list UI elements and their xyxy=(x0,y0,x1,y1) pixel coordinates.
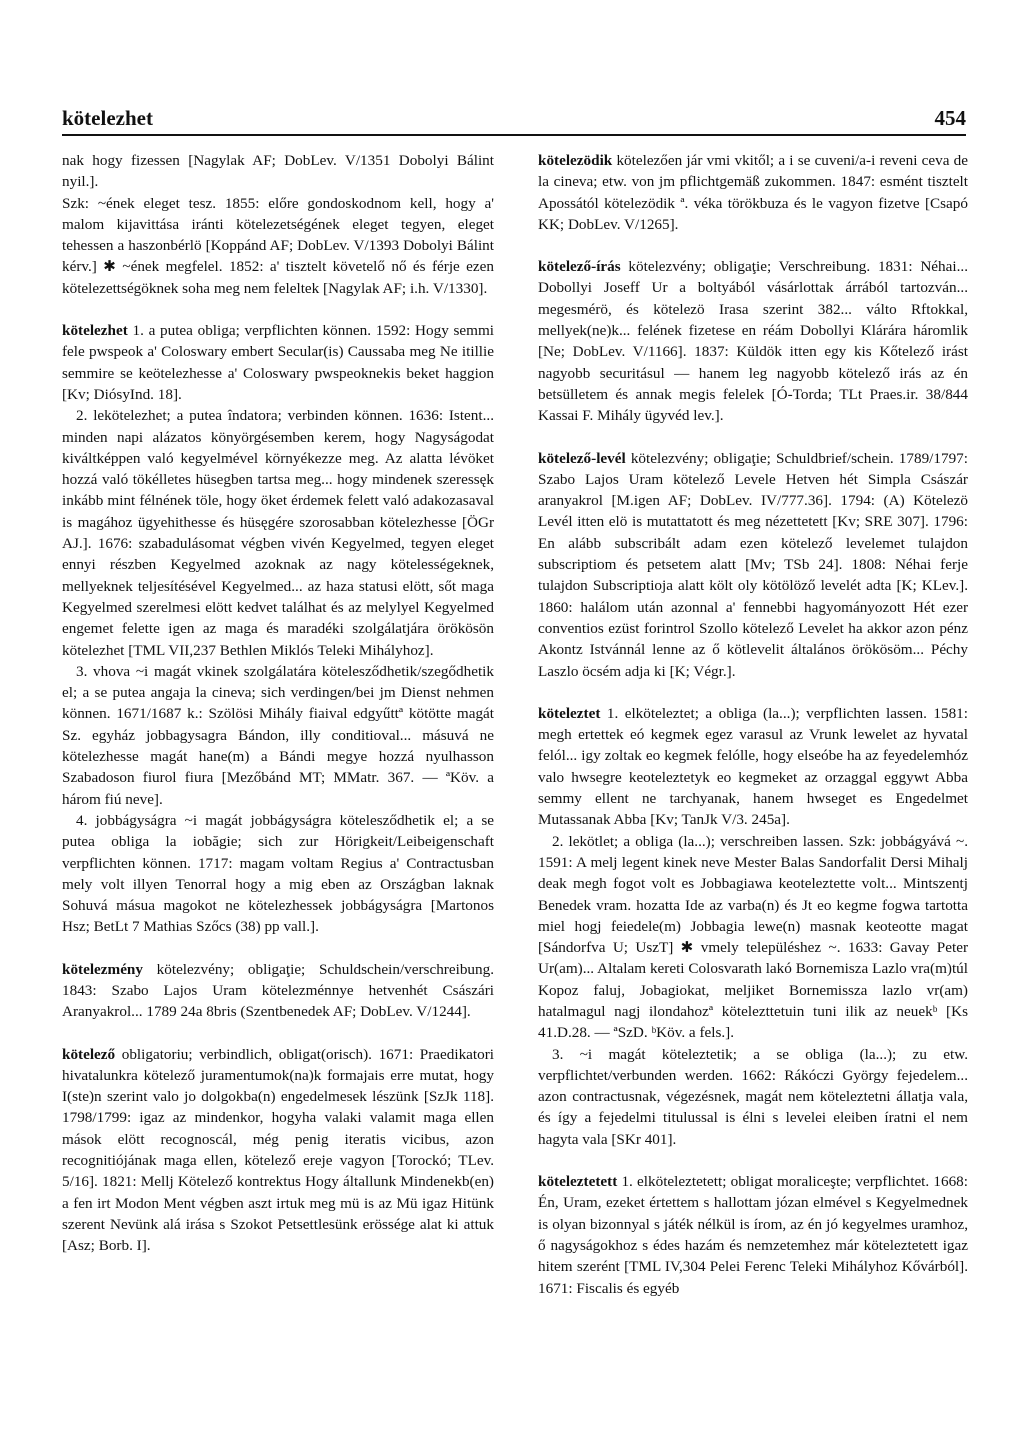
header-rule xyxy=(62,134,966,136)
entry-headword: köteleztet xyxy=(538,704,601,722)
dictionary-entry xyxy=(538,448,968,682)
entry-text: 3. ~i magát köteleztetik; a se obliga (la...); zu etw. verpflichtet/verbunden werden. 1662: Rákóczi György fejedelem... azon contractusnak, végezésnek, magát nem köteleztetni állatja vala, és így a fejedelmi titulussal is élni s levelei eleiben íratni el nem hagyta vala [SKr 401]. xyxy=(538,1045,968,1148)
entry-text: 3. vhova ~i magát vkinek szolgálatára kötelesződhetik/szegődhetik el; a se putea angaja la cineva; sich verdingen/bei jm Dienst nehmen können. 1671/1687 k.: Szölösi Mihály fiaival edgyűttª kötötte magát Sz. egyház jobbagysagra Bándon, illy conditioval... másuvá ne kötelezhesse magát hane(m) a Bándi megye hozzá nyulhasson Szabadoson fiurol fiura [Mezőbánd MT; MMatr. 367. — ªKöv. a három fiú neve]. xyxy=(62,662,494,808)
entry-paragraph xyxy=(538,1044,968,1150)
entry-headword: köteleztetett xyxy=(538,1173,618,1191)
entry-text: kötelezvény; obligaţie; Schuldbrief/schein. 1789/1797: Szabo Lajos Uram kötelező Levele Hetven hét Simpla Császár aranyakrol [M.igen AF; DobLev. IV/777.36]. 1794: (A) Kötelezö Levél itten elö is mutattatott és meg nézettetett [Kv; SRE 307]. 1796: En alább subscribált adam ezen kötelező levelemet tulajdon subscriptiom és petsetem alatt [Mv; TSb 24]. 1808: Néhai ferje tulajdon Subscriptioja alatt költ oly kötölöző levelét adta [K; KLev.]. 1860: halálom után azonnal a' fennebbi hagyományozott Hét ezer conventios ezüst forintrol Szollo kötelező Levelet ha akkor azon pénz Akontz Istvánnál lenne az ő kötlevelit általános örökösöm... Péchy Laszlo öcsém adja ki [K; Végr.]. xyxy=(538,449,968,680)
dictionary-entry xyxy=(538,150,968,235)
dictionary-entry xyxy=(62,320,494,405)
dictionary-entry xyxy=(538,256,968,426)
entry-text: kötelezően jár vmi vkitől; a i se cuveni/a-i reveni ceva de la cineva; etw. von jm pflichtgemäß zukommen. 1847: esmént tisztelt Apossától kötelezödik ª. véka törökbuza és le vagyon fizetve [Csapó KK; DobLev. V/1265]. xyxy=(538,152,968,233)
entry-headword: kötelezhet xyxy=(62,322,128,340)
entry-text: 2. lekötlet; a obliga (la...); verschreiben lassen. Szk: jobbágyává ~. 1591: A melj legent kinek neve Mester Balas Sandorfalit Dersi Mihalj deak megh fogot volt es Jobbagiawa keoteleztette volt... Mintszentj Benedek vram. hozatta Ide az varba(n) és Jt eo kegme fogwa tartotta miel hogj feiedele(m) Jobbagia lewe(n) masnak keoteotte magat [Sándorfva U; UszT] ✱ vmely településhez ~. 1633: Gavay Peter Ur(am)... Altalam kereti Colosvarath lakó Bornemisza Lazlo vra(m)túl Kopoz faluj, Jobagiokat, meljiket Bornemissza lazlo vr(am) hatalmagul nagj ilondahozª kötelezttetuin tuni ilik az neuekᵇ [Ks 41.D.28. — ªSzD. ᵇKöv. a fels.]. xyxy=(538,832,968,1042)
entry-text: Szk: ~ének eleget tesz. 1855: előre gondoskodnom kell, hogy a' malom kijavittása iránti kötelezetségének eleget tegyen, eleget tehessen a haszonbérlö [Koppánd AF; DobLev. V/1393 Dobolyi Bálint kérv.] ✱ ~ének megfelel. 1852: a' tisztelt követelő nő és férje ezen kötelezettségöknek soha meg nem feleltek [Nagylak AF; i.h. V/1330]. xyxy=(62,194,494,297)
entry-headword: kötelezmény xyxy=(62,960,143,978)
entry-paragraph xyxy=(62,661,494,810)
entry-text: 4. jobbágyságra ~i magát jobbágyságra kötelesződhetik el; a se putea obliga la iobăgie; sich zur Hörigkeit/Leibeigenschaft verpflichten können. 1717: magam voltam Regius a' Contractusban mely volt illyen Tenorral hogy a mig eben az Országban laknak Sohuvá másua magokot ne kötelezhessek jobbágyságra [Martonos Hsz; BetLt 7 Mathias Szőcs (38) pp vall.]. xyxy=(62,811,494,936)
left-column xyxy=(62,150,494,1257)
dictionary-entry xyxy=(62,959,494,1023)
entry-text: 1. elköteleztet; a obliga (la...); verpflichten lassen. 1581: megh ertettek eó kegmek egez varasul az Vrunk lewelet az hyvatal felól... igy zoltak eo kegmek felólle, hogy elseóbe ha az feyedelemhóz valo hwsegre keoteleztetyk eo kegmeket az orzaggal eggywt Abba semmy ellent ne tarchyanak, hanem hwseget es Engedelmet Mutassanak Abba [Kv; TanJk V/3. 245a]. xyxy=(538,704,968,829)
page-header xyxy=(62,106,966,131)
entry-text: kötelezvény; obligaţie; Verschreibung. 1831: Néhai... Dobollyi Joseff Ur a boltyából vásárlottak árrából tartozván... megesmérö, és kötelezö Irasa szerint 382... válto Rftokkal, mellyek(ne)k... felének fizetese en réám Dobollyi Klárára háromlik [Ne; DobLev. V/1166]. 1837: Küldök itten egy kis Kőtelező irást nagyobb securitásul — hanem leg nagyobb kötelező irás az én betsülletem és annak megis felelek [Ó-Torda; TLt Praes.ir. 38/844 Kassai F. Mihály ügyvéd lev.]. xyxy=(538,258,968,425)
entry-text: obligatoriu; verbindlich, obligat(orisch). 1671: Praedikatori hivatalunkra kötelező juramentumok(na)k formajais erre mutat, hogy I(ste)n szerint valo jo dolgokba(n) engedelmesek lészünk [SzJk 118]. 1798/1799: igaz az mindenkor, hogyha valaki valamit maga ellen mások elött recognoscál, még penig iteratis vicibus, azon recognitiójának maga ellen, kötelező ereje vagyon [Torockó; TLev. 5/16]. 1821: Mellj Kötelező kontrektus Hogy általlunk Mindenekb(en) a fen irt Modon Ment végben aszt irtuk meg mü is az Mü igaz Hitünk szerent Nevünk alá irása s Szokot Petsettlesünk erössége alat ki attuk [Asz; Borb. I]. xyxy=(62,1045,494,1255)
entry-text: nak hogy fizessen [Nagylak AF; DobLev. V/1351 Dobolyi Bálint nyil.]. xyxy=(62,152,494,191)
entry-text: 2. lekötelezhet; a putea îndatora; verbinden können. 1636: Istent... minden napi alázatos könyörgésemben kerem, hogy Nagyságodat kiváltképpen való kegyelmével környékezze meg. Az alatta lévöket hozzá való tökélletes hüsegben tartsa meg... hogy mindenek szeressęk inkább mint félnének töle, hogy öket érdemek felett való adakozasaval is magához ügyehithesse és hüsęgére szorosabban kötelezhesse [ÖGr AJ.]. 1676: szabadulásomat végben vivén Kegyelmed, tegyen eleget ennyi részben Kegyelmed azoknak az nagy kötelességeknek, mellyeknek teljesítésével Kegyelmed... az haza statusi elött, sőt maga Kegyelmed szerelmesi elött kedvet találhat és az melylyel Kegyelmed engemet felette igen az maga és maradéki szolgálatjára örökösön kötelezhet [TML VII,237 Bethlen Miklós Teleki Mihályhoz]. xyxy=(62,407,494,659)
page-number: 454 xyxy=(934,106,966,130)
running-headword: kötelezhet xyxy=(62,106,153,130)
dictionary-entry xyxy=(538,703,968,831)
entry-headword: kötelező-levél xyxy=(538,449,626,467)
entry-paragraph xyxy=(62,150,494,193)
dictionary-entry xyxy=(538,1171,968,1299)
entry-text: 1. a putea obliga; verpflichten können. 1592: Hogy semmi fele pwspeok a' Coloswary embert Secular(is) Caussaba meg Ne itillie semmire se keötelezhesse a' Coloswary pwspeoknekis beket haggion [Kv; DiósyInd. 18]. xyxy=(62,322,494,403)
entry-paragraph xyxy=(538,831,968,1044)
entry-text: 1. elköteleztetett; obligat moraliceşte; verpflichtet. 1668: Én, Uram, ezeket értettem s hallottam józan elmével s Kegyelmednek is olyan bizonnyal s játék nélkül is írom, az én jó kegyelmes uramhoz, ő nagyságokhoz s édes hazám és nemzetemhez már köteleztetett igaz hitem szerént [TML IV,304 Pelei Ferenc Teleki Mihályhoz Kővárból]. 1671: Fiscalis és egyéb xyxy=(538,1173,968,1297)
entry-headword: kötelezödik xyxy=(538,152,613,169)
right-column xyxy=(538,150,968,1299)
entry-text: kötelezvény; obligaţie; Schuldschein/verschreibung. 1843: Szabo Lajos Uram kötelezménnye hetvenhét Császári Aranyakrol... 1789 24a 8bris (Szentbenedek AF; DobLev. V/1244]. xyxy=(62,960,494,1021)
entry-paragraph xyxy=(62,810,494,938)
entry-headword: kötelező-írás xyxy=(538,258,621,276)
entry-headword: kötelező xyxy=(62,1045,116,1063)
entry-paragraph xyxy=(62,193,494,299)
dictionary-entry xyxy=(62,1044,494,1257)
entry-paragraph xyxy=(62,405,494,661)
